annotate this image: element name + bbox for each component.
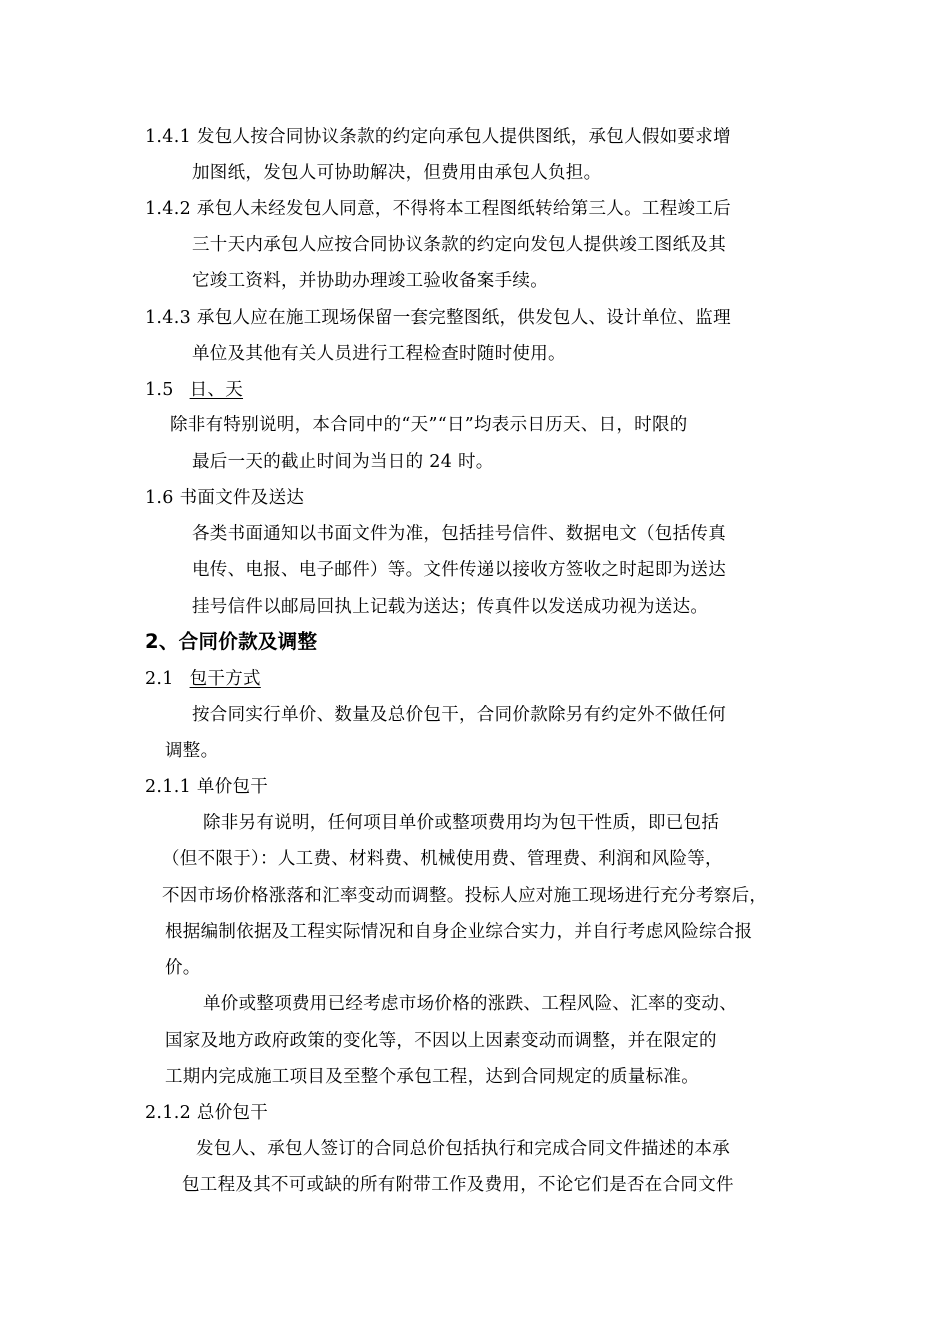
clause-2-1-2-body-line-2: 包工程及其不可或缺的所有附带工作及费用，不论它们是否在合同文件 bbox=[182, 1175, 734, 1195]
clause-2-1-1-para-2-line-1: 单价或整项费用已经考虑市场价格的涨跌、工程风险、汇率的变动、 bbox=[203, 994, 737, 1014]
clause-2-1-1-para-2-line-3: 工期内完成施工项目及至整个承包工程，达到合同规定的质量标准。 bbox=[165, 1067, 699, 1087]
section-number: 1.5 bbox=[145, 380, 174, 400]
section-1-6-body-line-1: 各类书面通知以书面文件为准，包括挂号信件、数据电文（包括传真 bbox=[192, 524, 726, 544]
section-2-1-body-line-2: 调整。 bbox=[165, 741, 219, 761]
clause-1-4-2-line-3: 它竣工资料，并协助办理竣工验收备案手续。 bbox=[192, 271, 548, 291]
section-title: 日、天 bbox=[189, 380, 244, 400]
clause-1-4-2-line-2: 三十天内承包人应按合同协议条款的约定向发包人提供竣工图纸及其 bbox=[192, 235, 726, 255]
section-1-5-heading bbox=[145, 378, 243, 402]
section-1-6-heading: 1.6 书面文件及送达 bbox=[145, 488, 305, 508]
section-number: 2.1 bbox=[145, 669, 174, 689]
clause-2-1-2-heading: 2.1.2 总价包干 bbox=[145, 1103, 269, 1123]
section-1-6-body-line-2: 电传、电报、电子邮件）等。文件传递以接收方签收之时起即为送达 bbox=[192, 560, 726, 580]
clause-2-1-2-body-line-1: 发包人、承包人签订的合同总价包括执行和完成合同文件描述的本承 bbox=[196, 1139, 730, 1159]
section-title: 包干方式 bbox=[189, 669, 261, 689]
clause-2-1-1-para-1-line-1: 除非另有说明，任何项目单价或整项费用均为包干性质，即已包括 bbox=[203, 813, 720, 833]
section-1-6-body-line-3: 挂号信件以邮局回执上记载为送达；传真件以发送成功视为送达。 bbox=[192, 597, 709, 617]
clause-2-1-1-para-1-line-5: 价。 bbox=[165, 958, 201, 978]
clause-2-1-1-para-1-line-3: 不因市场价格涨落和汇率变动而调整。投标人应对施工现场进行充分考察后， bbox=[162, 886, 768, 906]
clause-1-4-2-line-1: 1.4.2 承包人未经发包人同意，不得将本工程图纸转给第三人。工程竣工后 bbox=[145, 199, 731, 219]
clause-2-1-1-para-1-line-2: （但不限于）：人工费、材料费、机械使用费、管理费、利润和风险等， bbox=[162, 849, 723, 869]
section-1-5-body-line-2: 最后一天的截止时间为当日的 24 时。 bbox=[192, 452, 494, 472]
clause-2-1-1-heading: 2.1.1 单价包干 bbox=[145, 777, 269, 797]
section-1-5-body-line-1: 除非有特别说明，本合同中的“天”“日”均表示日历天、日，时限的 bbox=[170, 415, 688, 435]
clause-1-4-1-line-1: 1.4.1 发包人按合同协议条款的约定向承包人提供图纸，承包人假如要求增 bbox=[145, 127, 731, 147]
section-2-1-heading bbox=[145, 667, 261, 691]
clause-2-1-1-para-1-line-4: 根据编制依据及工程实际情况和自身企业综合实力，并自行考虑风险综合报 bbox=[165, 922, 753, 942]
clause-1-4-3-line-1: 1.4.3 承包人应在施工现场保留一套完整图纸，供发包人、设计单位、监理 bbox=[145, 308, 731, 328]
chapter-2-heading: 2、合同价款及调整 bbox=[145, 630, 318, 653]
clause-2-1-1-para-2-line-2: 国家及地方政府政策的变化等，不因以上因素变动而调整，并在限定的 bbox=[165, 1031, 717, 1051]
clause-1-4-3-line-2: 单位及其他有关人员进行工程检查时随时使用。 bbox=[192, 344, 566, 364]
clause-1-4-1-line-2: 加图纸，发包人可协助解决，但费用由承包人负担。 bbox=[192, 163, 602, 183]
section-2-1-body-line-1: 按合同实行单价、数量及总价包干，合同价款除另有约定外不做任何 bbox=[192, 705, 726, 725]
